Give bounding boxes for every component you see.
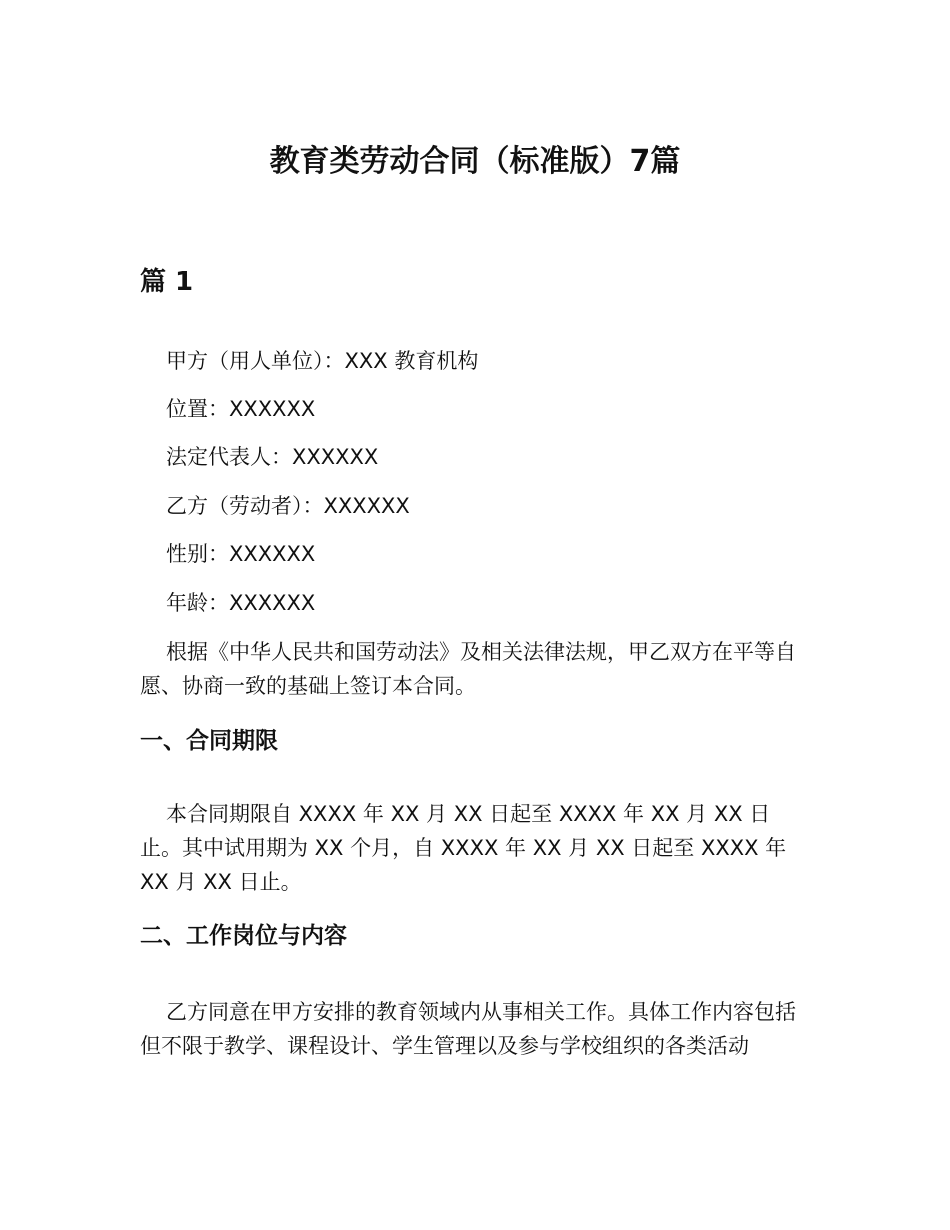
clause-heading-term: 一、合同期限	[140, 728, 278, 754]
age-field: 年龄：XXXXXX	[166, 591, 316, 615]
legal-representative-field: 法定代表人：XXXXXX	[166, 445, 379, 469]
document-title: 教育类劳动合同（标准版）7篇	[269, 144, 681, 179]
clause-text-term: 本合同期限自 XXXX 年 XX 月 XX 日起至 XXXX 年 XX 月 XX 日止。其中试用期为 XX 个月，自 XXXX 年 XX 月 XX 日起至 XXXX 年 XX 月 XX 日止。	[140, 802, 787, 894]
section-title: 篇 1	[140, 267, 194, 297]
clause-text-position: 乙方同意在甲方安排的教育领域内从事相关工作。具体工作内容包括但不限于教学、课程设计、学生管理以及参与学校组织的各类活动	[140, 1000, 796, 1058]
intro-paragraph: 根据《中华人民共和国劳动法》及相关法律法规，甲乙双方在平等自愿、协商一致的基础上签订本合同。	[140, 640, 796, 698]
party-b-field: 乙方（劳动者）：XXXXXX	[166, 494, 410, 518]
clause-heading-position: 二、工作岗位与内容	[140, 923, 347, 949]
party-a-field: 甲方（用人单位）：XXX 教育机构	[166, 349, 479, 373]
location-field: 位置：XXXXXX	[166, 397, 316, 421]
gender-field: 性别：XXXXXX	[166, 542, 316, 566]
